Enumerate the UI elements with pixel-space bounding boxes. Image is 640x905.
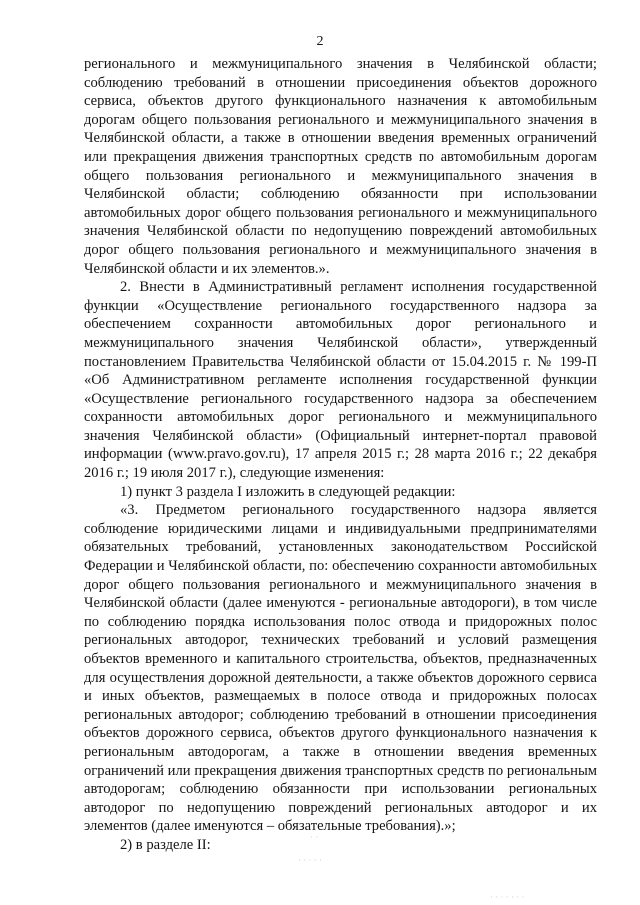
paragraph-continuation: регионального и межмуниципального значения в Челябинской области; соблюдению требований в отношении присоединения объектов дорожного сервиса, объектов другого функционального назначения к автомобильным дорогам общего пользования регионального и межмуниципального значения в Челябинской области, а также в отношении введения временных ограничений или прекращения движения транспортных средств по автомобильным дорогам общего пользования регионального и межмуниципального значения в Челябинской области; соблюдению обязанности при использовании автомобильных дорог общего пользования регионального и межмуниципального значения Челябинской области по недопущению повреждений автомобильных дорог общего пользования регионального и межмуниципального значения в Челябинской области и их элементов.». [84,56,597,277]
paragraph-subitem-1: 1) пункт 3 раздела I изложить в следующей редакции: [120,483,456,500]
paragraph-subitem-2: 2) в разделе II: [120,836,211,853]
document-body [84,55,597,855]
scan-smudge: · · · · · [298,855,322,865]
scan-smudge: · · [310,832,319,842]
paragraph-point-3: «3. Предметом регионального государственного надзора является соблюдение юридическими лицами и индивидуальными предпринимателями обязательных требований, установленных законодательством Российской Федерации и Челябинской области, по: обеспечению сохранности автомобильных дорог общего пользования регионального и межмуниципального значения в Челябинской области (далее именуются - региональные автодороги), в том числе по соблюдению порядка использования полос отвода и придорожных полос региональных автодорог, технических требований и условий размещения объектов временного и капитального строительства, объектов, предназначенных для осуществления дорожной деятельности, а также объектов дорожного сервиса и иных объектов, размещаемых в полосе отвода и придорожных полосах региональных автодорог; соблюдению требований в отношении присоединения объектов дорожного сервиса, объектов другого функционального назначения к региональным автодорогам, а также в отношении введения временных ограничений или прекращения движения транспортных средств по региональным автодорогам; соблюдению обязанности при использовании региональных автодорог по недопущению повреждений региональных автодорог и их элементов (далее именуются – обязательные требования).»; [84,502,597,835]
paragraph-item-2: 2. Внести в Административный регламент исполнения государственной функции «Осуществление регионального государственного надзора за обеспечением сохранности автомобильных дорог регионального и межмуниципального значения Челябинской области», утвержденный постановлением Правительства Челябинской области от 15.04.2015 г. № 199-П «Об Административном регламенте исполнения государственной функции «Осуществление регионального государственного надзора за обеспечением сохранности автомобильных дорог регионального и межмуниципального значения Челябинской области» (Официальный интернет-портал правовой информации (www.pravo.gov.ru), 17 апреля 2015 г.; 28 марта 2016 г.; 22 декабря 2016 г.; 19 июля 2017 г.), следующие изменения: [84,279,597,482]
scan-smudge: · · · · · · · [490,892,525,902]
page-number: 2 [316,34,324,49]
